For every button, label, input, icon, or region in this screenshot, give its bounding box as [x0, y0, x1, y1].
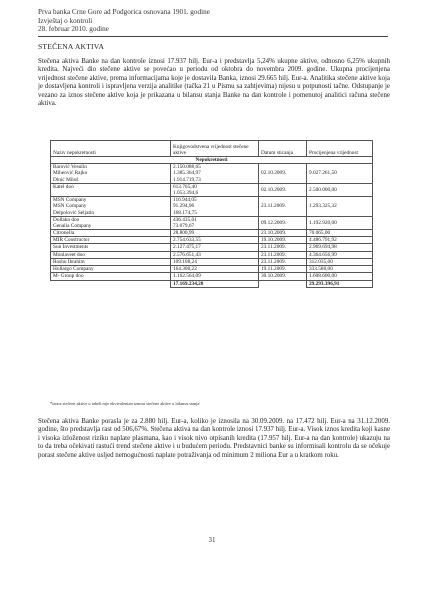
book-value-line: 2.576.651,43 — [173, 251, 201, 258]
header-date: Datum sticanja — [259, 141, 307, 157]
cell-name — [51, 258, 171, 265]
cell-name — [51, 216, 171, 229]
cell-estimated-value: 70.065,00 — [307, 230, 373, 237]
cell-name — [51, 164, 171, 184]
name-line: MIR Constructor — [53, 237, 90, 244]
total-spacer — [51, 280, 171, 287]
cell-book-value — [171, 183, 259, 196]
table-row — [51, 216, 373, 229]
total-spacer — [259, 280, 307, 287]
cell-estimated-value: 1.608.600,00 — [307, 273, 373, 280]
table-row — [51, 197, 373, 217]
book-value-line: 1.385.364,97 — [173, 170, 201, 177]
name-line: Dinić Miloš — [53, 176, 79, 183]
book-value-line: 73.079,67 — [173, 222, 195, 229]
book-value-line: 2.150.088,65 — [173, 164, 201, 171]
table-row — [51, 237, 373, 244]
cell-estimated-value: 4.364.656,99 — [307, 251, 373, 258]
name-line: MSN Company — [53, 203, 87, 210]
name-line: MSN Company — [53, 197, 87, 204]
name-line: Delpolović Seljatin — [53, 209, 95, 216]
cell-book-value — [171, 237, 259, 244]
cell-book-value — [171, 230, 259, 237]
cell-book-value — [171, 164, 259, 184]
cell-book-value — [171, 266, 259, 273]
cell-date: 23.11.2009. — [259, 251, 307, 258]
name-line: Sun Investments — [53, 244, 89, 251]
acquired-assets-table — [50, 140, 373, 288]
book-value-line: 116.944,05 — [173, 197, 197, 204]
book-value-line: 436.435,01 — [173, 216, 197, 223]
name-line: Dollakn doo — [53, 216, 80, 223]
header-book-value: Knjigovodstvena vrijednost stečene aktive — [171, 141, 259, 157]
book-value-line: 1.053.394,6 — [173, 189, 199, 196]
cell-book-value — [171, 216, 259, 229]
name-line: Roshu Ibrahim — [53, 258, 85, 265]
cell-book-value — [171, 258, 259, 265]
table-footnote: *iznos stečene aktive u tabeli nije ekvivalentan iznosu stečene aktive u bilansu stanja — [50, 401, 200, 406]
page-number: 31 — [208, 536, 216, 544]
cell-date: 02.10.2009. — [259, 183, 307, 196]
cell-date: 02.10.2009. — [259, 164, 307, 184]
table-row — [51, 258, 373, 265]
book-value-line: 109.108,24 — [173, 258, 197, 265]
header-report-title: Izvještaj o kontroli — [38, 16, 93, 25]
cell-date: 09.12.2009. — [259, 216, 307, 229]
total-book-value: 17.169.234,28 — [171, 280, 259, 287]
book-value-line: 1.162.564,09 — [173, 273, 201, 280]
cell-book-value — [171, 244, 259, 251]
book-value-line: 613.765,40 — [173, 183, 197, 190]
cell-estimated-value: 312.035,00 — [307, 258, 373, 265]
cell-date: 23.11.2009. — [259, 258, 307, 265]
book-value-line: 164.300,22 — [173, 266, 197, 273]
book-value-line: 28.800,99 — [173, 230, 195, 237]
table-row — [51, 244, 373, 251]
cell-estimated-value: 1.293.325,32 — [307, 197, 373, 217]
cell-date: 23.11.2009. — [259, 244, 307, 251]
name-line: Genalia Company — [53, 222, 92, 229]
paragraph-intro: Stečena aktiva Banke na dan kontrole iznosi 17.937 hilj. Eur-a i predstavlja 5,24% ukupne aktive, odnosno 6,25% ukupnih kredita. Najveći dio stečene aktive se povećao u periodu od oktobra do novembra 2009. godine. Ukupna procijenjena vrijednost stečene aktive, prema informacijama koje je dostavila Banka, iznosi 29.665 hilj. Eur-a. Analitika stečene aktive koja je dostavljena kontroli i ispravljena verzija analitike (tačka 21 u Pismu sa zahtjevima) nijesu u potpunosti tačne. Odstupanje je vezano za iznos stečene aktive koja je prikazana u bilansu stanja Banke na dan kontrole i pomenutoj analitici računa stečene aktiva. — [38, 58, 390, 108]
paragraph-analysis: Stečena aktiva Banke porasla je za 2.880 hilj. Eur-a, koliko je iznosila na 30.09.2009. na 17.472 hilj. Eur-a na 31.12.2009. godine, što predstavlja rast od 506,67%. Stečena aktiva na dan kontrole iznosi 17.937 hilj. Eur-a. Visok iznos kredita koji kasne i visoka izloženost riziku naplate plasmana, kao i visok nivo otpisanih kredita (17.957 hilj. Eur-a na dan kontrole) ukazuju na to da treba očekivati rastući trend stečene aktive i u budućem periodu. Predstavnici banke su informisali kontrolu da se očekuje porast stečene aktive usljed nemogućnosti naplate potraživanja od minimum 2 miliona Eur a u kratkom roku. — [38, 418, 390, 459]
page-header — [38, 8, 210, 34]
name-line: Katel doo — [53, 183, 74, 190]
name-line: Citronella — [53, 230, 75, 237]
section-label: Nepokretnosti — [51, 157, 373, 164]
name-line: Hollargo Company — [53, 266, 94, 273]
cell-estimated-value: 2.969.694,98 — [307, 244, 373, 251]
table-header-row — [51, 141, 373, 157]
header-estimated-value: Procijenjena vrijednost — [307, 141, 373, 157]
cell-estimated-value: 1.192.920,00 — [307, 216, 373, 229]
cell-name — [51, 273, 171, 280]
cell-name — [51, 251, 171, 258]
cell-name — [51, 237, 171, 244]
cell-name — [51, 183, 171, 196]
cell-book-value — [171, 197, 259, 217]
book-value-line: 91.294,96 — [173, 203, 195, 210]
cell-name — [51, 197, 171, 217]
table-row — [51, 183, 373, 196]
header-date: 28. februar 2010. godine — [38, 25, 109, 34]
cell-date: 19.11.2009. — [259, 266, 307, 273]
header-divider — [38, 36, 388, 37]
cell-name — [51, 230, 171, 237]
cell-book-value — [171, 251, 259, 258]
cell-book-value — [171, 273, 259, 280]
book-value-line: 2.127.475,17 — [173, 244, 201, 251]
book-value-line: 168.174,75 — [173, 209, 197, 216]
cell-estimated-value: 2.500.000,00 — [307, 183, 373, 196]
header-bank-name: Prva banka Crne Gore ad Podgorica osnovana 1901. godine — [38, 8, 210, 16]
table-row — [51, 230, 373, 237]
book-value-line: 1.914.719,73 — [173, 176, 201, 183]
table-row — [51, 273, 373, 280]
cell-date: 19.10.2009. — [259, 237, 307, 244]
header-name: Naziv nepokretnosti — [51, 141, 171, 157]
name-line — [53, 190, 168, 196]
total-estimated-value: 29.293.396,91 — [307, 280, 373, 287]
table-row — [51, 266, 373, 273]
name-line: M- Group doo — [53, 273, 84, 280]
name-line: Barović Vesulin — [53, 164, 87, 171]
cell-name — [51, 244, 171, 251]
table-row — [51, 251, 373, 258]
cell-date: 23.10.2009. — [259, 230, 307, 237]
cell-estimated-value: 9.027.261,50 — [307, 164, 373, 184]
table-row — [51, 164, 373, 184]
cell-date: 30.10.2009. — [259, 273, 307, 280]
table-section-row — [51, 157, 373, 164]
name-line: Miheović Rajko — [53, 170, 88, 177]
table-total-row — [51, 280, 373, 287]
cell-estimated-value: 4.486.791,92 — [307, 237, 373, 244]
cell-date: 23.11.2009. — [259, 197, 307, 217]
book-value-line: 2.754.633,55 — [173, 237, 201, 244]
cell-estimated-value: 333.580,00 — [307, 266, 373, 273]
name-line: Monlaveet doo — [53, 251, 85, 258]
section-title: STEČENA AKTIVA — [38, 42, 105, 51]
cell-name — [51, 266, 171, 273]
